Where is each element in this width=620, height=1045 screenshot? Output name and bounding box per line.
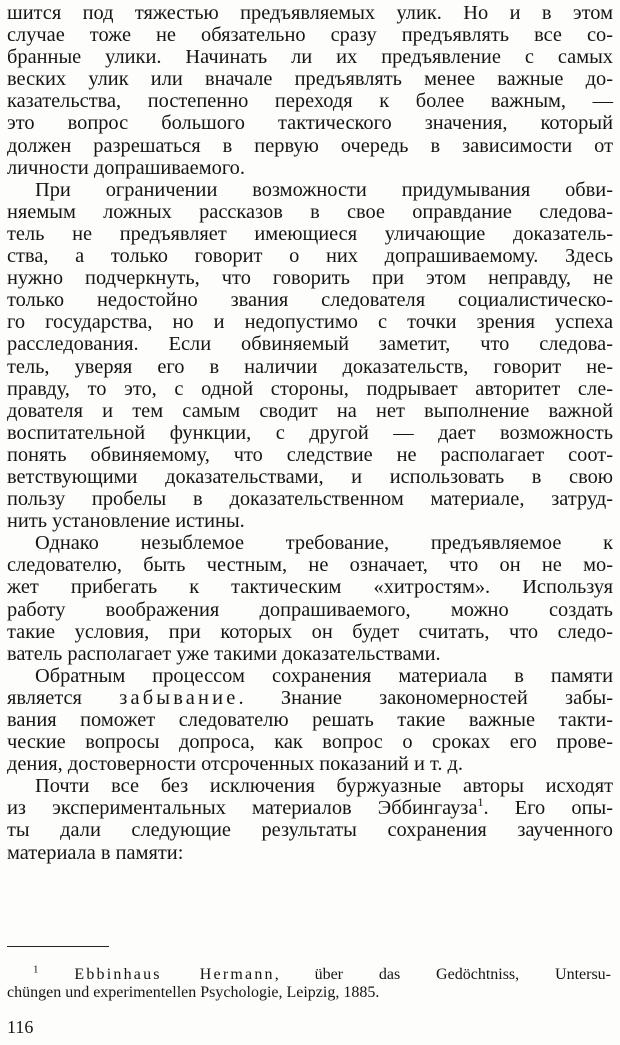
text-line: понять обвиняемому, что следствие не располагает соот- [7, 443, 613, 466]
footnote-line [7, 963, 612, 984]
text-line [7, 797, 613, 819]
paragraph-first-line: Однако незыблемое требование, предъявляемое к [35, 532, 613, 555]
text-line: казательства, постепенно переходя к более важным, — [7, 90, 613, 113]
text-line: тель, уверяя его в наличии доказательств, говорит не- [7, 355, 613, 378]
text-line: ты дали следующие результаты сохранения заученного [7, 819, 613, 842]
text-line: го государства, но и недопустимо с точки зрения успеха [7, 311, 613, 334]
paragraph-first-line: При ограничении возможности придумывания обви- [35, 178, 613, 201]
text-line: ческие вопросы допроса, как вопрос о сроках его прове- [7, 731, 613, 754]
text-line: следователю, быть честным, не означает, что он не мо- [7, 554, 613, 577]
body-text [7, 2, 613, 864]
footnote-author: Ebbinhaus Hermann [74, 966, 275, 983]
text-line: нить установление истины. [7, 510, 245, 533]
text-line: должен разрешаться в первую очередь в зависимости от [7, 134, 613, 157]
text-line: шится под тяжестью предъявляемых улик. Но и в этом [7, 2, 613, 24]
paragraph-first-line: Обратным процессом сохранения материала в памяти [35, 664, 613, 687]
text-line: ватель располагает уже такими доказательствами. [7, 642, 441, 665]
text-fragment: . Его опы- [483, 797, 613, 820]
text-line: материала в памяти: [7, 841, 184, 864]
footnote-line: chüngen und experimentellen Psychologie, Leipzig, 1885. [7, 984, 380, 1001]
text-fragment: . Знание закономерностей забы- [238, 686, 613, 709]
text-line: случае тоже не обязательно сразу предъявлять все со- [7, 24, 613, 47]
text-line: работу воображения допрашиваемого, можно создать [7, 598, 613, 621]
text-line: только недостойно звания следователя социалистическо- [7, 289, 613, 312]
text-line: веских улик или вначале предъявлять менее важные до- [7, 68, 613, 91]
text-line: бранные улики. Начинать ли их предъявление с самых [7, 46, 613, 69]
text-line: воспитательной функции, с другой — дает возможность [7, 421, 613, 444]
paragraph-first-line: Почти все без исключения буржуазные авторы исходят [35, 775, 613, 798]
footnote-marker: 1 [33, 963, 39, 976]
text-line: правду, то это, с одной стороны, подрывает авторитет сле- [7, 377, 613, 400]
text-line: жет прибегать к тактическим «хитростям». Используя [7, 576, 613, 599]
text-line: ства, а только говорит о них допрашиваемому. Здесь [7, 245, 613, 268]
footnote-reference[interactable]: 1 [477, 795, 484, 810]
text-line: дователя и тем самым сводит на нет выполнение важной [7, 399, 613, 422]
footnote-text: , über das Gedöchtniss, Untersu- [274, 966, 612, 983]
emphasized-term: забывание [119, 686, 239, 709]
text-line: нужно подчеркнуть, что говорить при этом неправду, не [7, 267, 613, 290]
text-line: тель не предъявляет имеющиеся уличающие доказатель- [7, 222, 613, 245]
footnote [7, 963, 612, 1002]
text-line: дения, достоверности отсроченных показаний и т. д. [7, 753, 464, 776]
text-line: няемым ложных рассказов в свое оправдание следова- [7, 200, 613, 223]
text-line: ветствующими доказательствами, и использовать в свою [7, 465, 613, 488]
text-line: такие условия, при которых он будет считать, что следо- [7, 620, 613, 643]
footnote-separator [7, 946, 109, 947]
text-line: пользу пробелы в доказательственном материале, затруд- [7, 488, 613, 511]
text-line: вания поможет следователю решать такие важные такти- [7, 709, 613, 731]
text-fragment: из экспериментальных материалов Эббингауза [7, 797, 478, 820]
text-line: личности допрашиваемого. [7, 156, 245, 179]
text-line [7, 687, 613, 709]
text-line: расследования. Если обвиняемый заметит, что следова- [7, 333, 613, 356]
text-fragment: является [7, 686, 82, 709]
text-line: это вопрос большого тактического значения, который [7, 112, 613, 135]
page-number: 116 [7, 1017, 34, 1037]
